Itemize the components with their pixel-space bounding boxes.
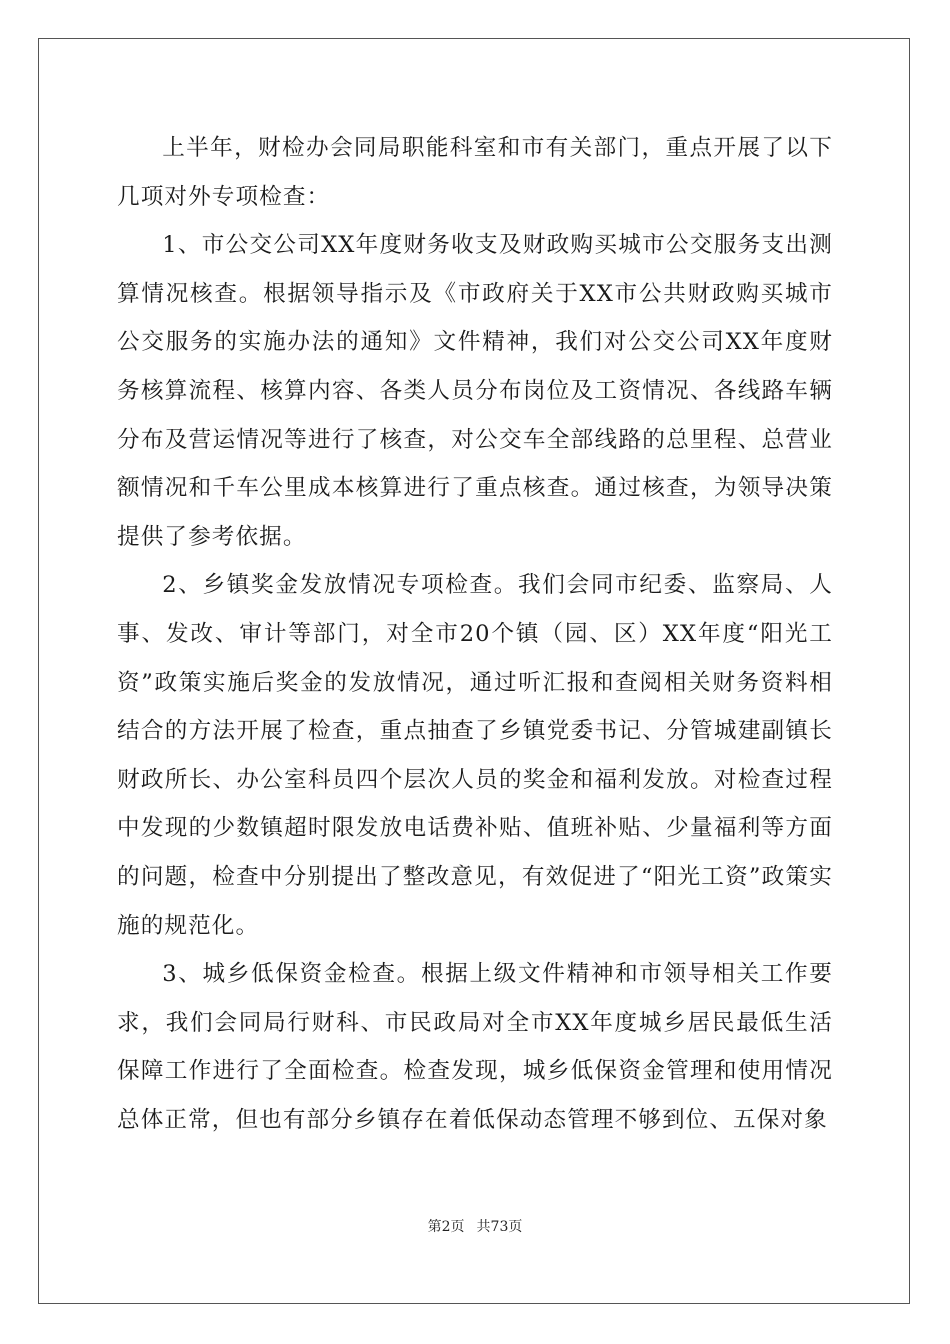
paragraph-item-3: 3、城乡低保资金检查。根据上级文件精神和市领导相关工作要求，我们会同局行财科、市民政局对全市XX年度城乡居民最低生活保障工作进行了全面检查。检查发现，城乡低保资金管理和使用情况总体正常，但也有部分乡镇存在着低保动态管理不够到位、五保对象 [117,961,833,1133]
paragraph-item-1: 1、市公交公司XX年度财务收支及财政购买城市公交服务支出测算情况核查。根据领导指示及《市政府关于XX市公共财政购买城市公交服务的实施办法的通知》文件精神，我们对公交公司XX年度财务核算流程、核算内容、各类人员分布岗位及工资情况、各线路车辆分布及营运情况等进行了核查，对公交车全部线路的总里程、总营业额情况和千车公里成本核算进行了重点核查。通过核查，为领导决策提供了参考依据。 [117,232,833,550]
paragraph-item-2: 2、乡镇奖金发放情况专项检查。我们会同市纪委、监察局、人事、发改、审计等部门，对全市20个镇（园、区）XX年度“阳光工资”政策实施后奖金的发放情况，通过听汇报和查阅相关财务资料相结合的方法开展了检查，重点抽查了乡镇党委书记、分管城建副镇长财政所长、办公室科员四个层次人员的奖金和福利发放。对检查过程中发现的少数镇超时限发放电话费补贴、值班补贴、少量福利等方面的问题，检查中分别提出了整改意见，有效促进了“阳光工资”政策实施的规范化。 [117,572,833,939]
page-number: 第2页 [427,1219,465,1235]
document-body [117,124,833,1144]
page-footer [0,1218,950,1236]
paragraph-intro: 上半年，财检办会同局职能科室和市有关部门，重点开展了以下几项对外专项检查： [117,135,833,210]
page-total: 共73页 [476,1219,523,1235]
